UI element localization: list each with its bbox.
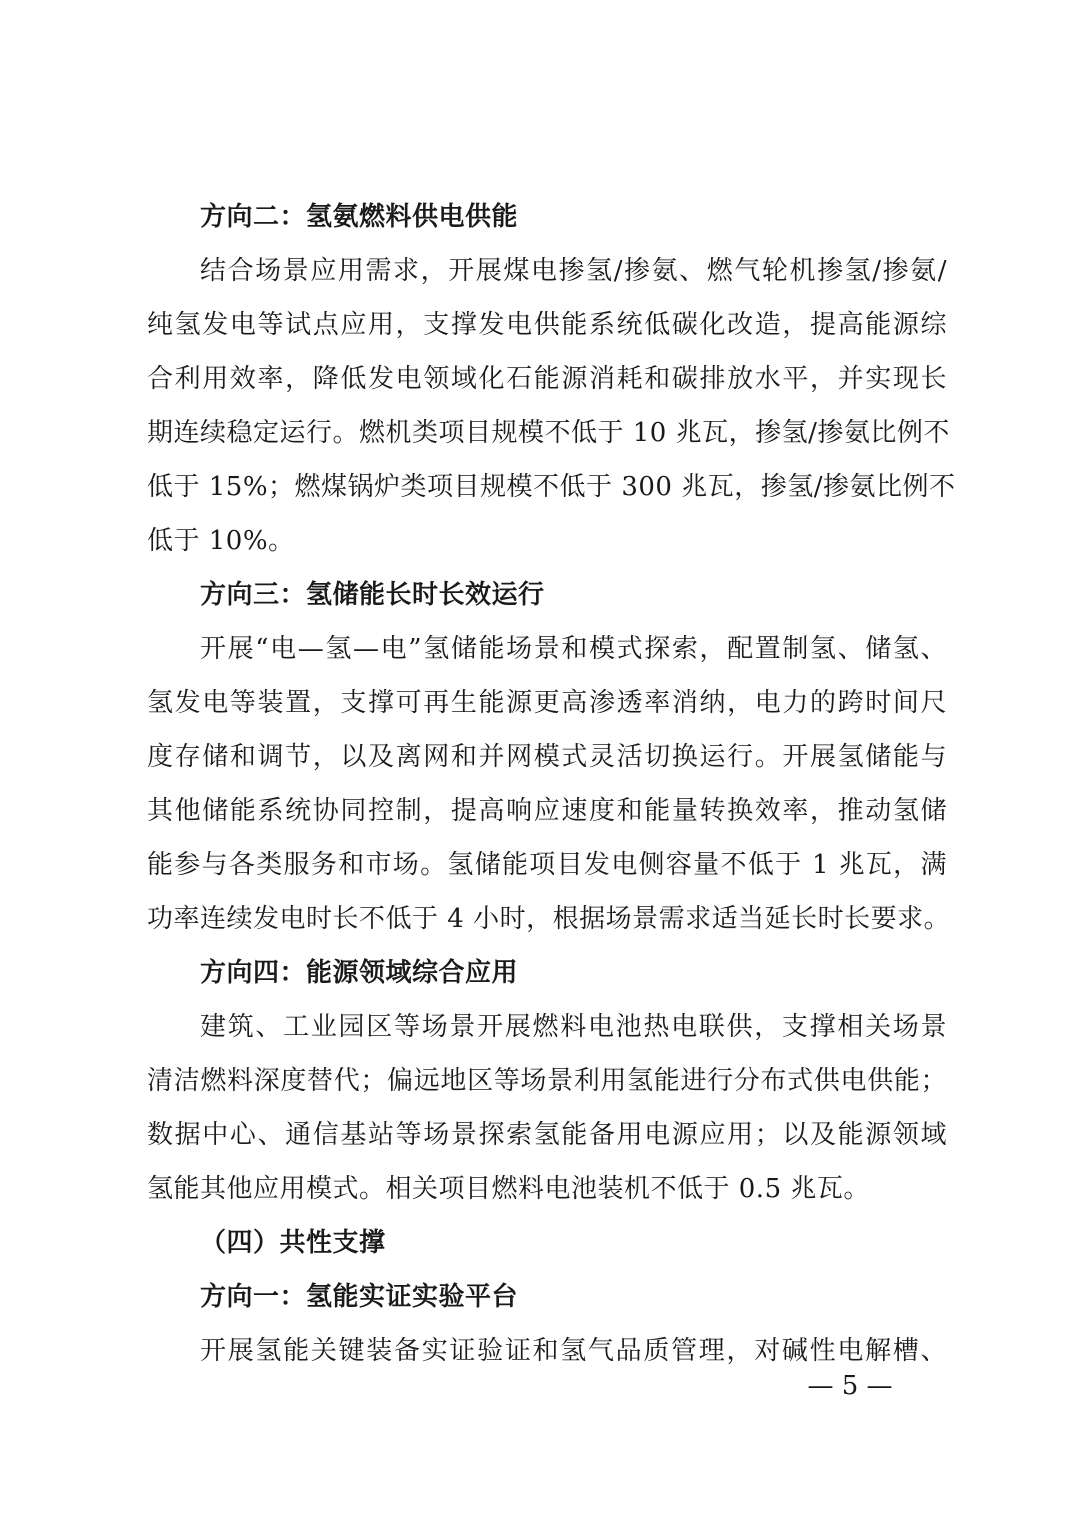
paragraph-line: 开展氢能关键装备实证验证和氢气品质管理，对碱性电解槽、: [200, 1336, 947, 1366]
paragraph-line: 其他储能系统协同控制，提高响应速度和能量转换效率，推动氢储: [147, 796, 947, 826]
heading-direction-one: 方向一：氢能实证实验平台: [200, 1282, 519, 1312]
paragraph-line: 期连续稳定运行。燃机类项目规模不低于 10 兆瓦，掺氢/掺氨比例不: [147, 418, 950, 448]
paragraph-line: 纯氢发电等试点应用，支撑发电供能系统低碳化改造，提高能源综: [147, 310, 947, 340]
heading-direction-four: 方向四：能源领域综合应用: [200, 958, 519, 988]
section-heading-common-support: （四）共性支撑: [200, 1228, 386, 1258]
paragraph-line: 氢能其他应用模式。相关项目燃料电池装机不低于 0.5 兆瓦。: [147, 1174, 870, 1204]
paragraph-line: 数据中心、通信基站等场景探索氢能备用电源应用；以及能源领域: [147, 1120, 947, 1150]
heading-direction-two: 方向二：氢氨燃料供电供能: [200, 202, 519, 232]
paragraph-line: 建筑、工业园区等场景开展燃料电池热电联供，支撑相关场景: [200, 1012, 947, 1042]
paragraph-line: 能参与各类服务和市场。氢储能项目发电侧容量不低于 1 兆瓦，满: [147, 850, 947, 880]
page-number: — 5 —: [807, 1371, 893, 1401]
paragraph-line: 功率连续发电时长不低于 4 小时，根据场景需求适当延长时长要求。: [147, 904, 951, 934]
heading-direction-three: 方向三：氢储能长时长效运行: [200, 580, 545, 610]
paragraph-line: 清洁燃料深度替代；偏远地区等场景利用氢能进行分布式供电供能；: [147, 1066, 947, 1096]
paragraph-line: 度存储和调节，以及离网和并网模式灵活切换运行。开展氢储能与: [147, 742, 947, 772]
paragraph-line: 合利用效率，降低发电领域化石能源消耗和碳排放水平，并实现长: [147, 364, 947, 394]
paragraph-line: 开展“电—氢—电”氢储能场景和模式探索，配置制氢、储氢、: [200, 634, 947, 664]
paragraph-line: 低于 10%。: [147, 526, 295, 556]
paragraph-line: 氢发电等装置，支撑可再生能源更高渗透率消纳，电力的跨时间尺: [147, 688, 947, 718]
paragraph-line: 低于 15%；燃煤锅炉类项目规模不低于 300 兆瓦，掺氢/掺氨比例不: [147, 472, 956, 502]
paragraph-line: 结合场景应用需求，开展煤电掺氢/掺氨、燃气轮机掺氢/掺氨/: [200, 256, 947, 286]
